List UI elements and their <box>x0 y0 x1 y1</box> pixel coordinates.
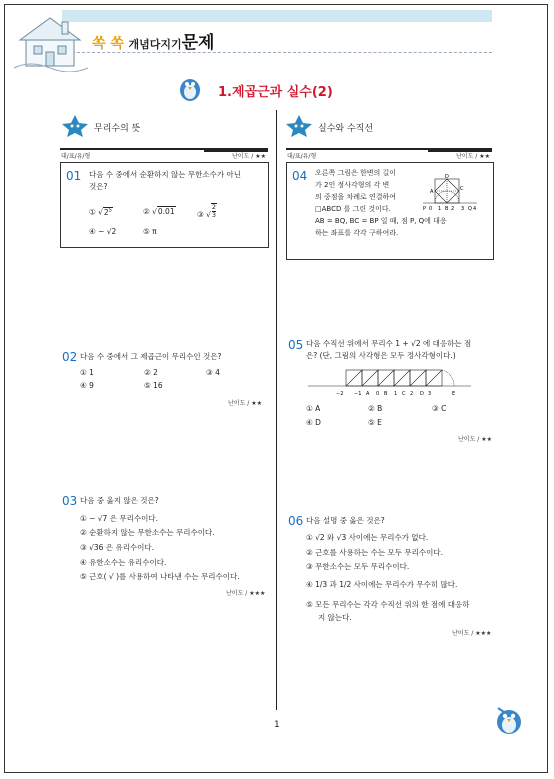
svg-text:C: C <box>402 391 406 397</box>
q01-option-1[interactable]: ① $√2^5$ <box>89 207 112 217</box>
q03-option-1[interactable]: ① − √7 은 무리수이다. <box>80 514 158 523</box>
penguin-mascot-icon <box>176 72 204 106</box>
penguin-mascot-icon <box>492 702 526 740</box>
q06-text: 다음 설명 중 옳은 것은? <box>306 516 385 525</box>
q06-option-5a[interactable]: ⑤ 모든 무리수는 각각 수직선 위의 한 점에 대응하 <box>306 600 470 609</box>
page-number: 1 <box>274 720 280 730</box>
svg-text:−1: −1 <box>354 391 362 397</box>
star-mascot-icon <box>60 114 90 142</box>
q03-option-5[interactable]: ⑤ 근호( √ )를 사용하여 나타낸 수는 무리수이다. <box>80 572 240 581</box>
q06-option-1[interactable]: ① √2 와 √3 사이에는 무리수가 없다. <box>306 533 429 542</box>
svg-text:B: B <box>384 391 388 397</box>
q02-option-4[interactable]: ④ 9 <box>80 381 94 390</box>
q05-option-5[interactable]: ⑤ E <box>368 418 382 427</box>
svg-text:3: 3 <box>428 391 432 397</box>
q01-option-3[interactable]: ③ √ $\frac{2}{3}$ <box>197 203 217 219</box>
brand-bold: 문제 <box>181 33 215 53</box>
right-type-bar <box>286 148 492 162</box>
q01-option-4[interactable]: ④ − √2 <box>89 227 117 236</box>
q02-option-3[interactable]: ③ 4 <box>206 368 220 377</box>
q03-number: 03 <box>62 494 78 508</box>
q04-number: 04 <box>292 169 308 183</box>
svg-text:E: E <box>452 391 456 397</box>
q04-box <box>286 162 494 260</box>
q02-text: 다음 수 중에서 그 제곱근이 무리수인 것은? <box>80 352 222 361</box>
fig-label-Q: Q <box>468 206 472 212</box>
left-type-bar <box>60 148 268 162</box>
fig-label-C: C <box>460 186 464 192</box>
svg-text:0: 0 <box>376 391 380 397</box>
right-level-label: 난이도 / ★★ <box>456 153 490 160</box>
fig-tick-4: 4 <box>473 206 477 212</box>
fig-label-B: B <box>445 206 449 212</box>
q05-option-3[interactable]: ③ C <box>432 404 447 413</box>
fig-label-P: P <box>423 206 427 212</box>
q02-number: 02 <box>62 350 78 364</box>
q02-option-1[interactable]: ① 1 <box>80 368 94 377</box>
q03-level: 난이도 / ★★★ <box>226 590 266 597</box>
q05-level: 난이도 / ★★ <box>458 436 492 443</box>
q06-option-3[interactable]: ③ 무한소수는 모두 무리수이다. <box>306 562 410 571</box>
svg-text:1: 1 <box>394 391 398 397</box>
left-section-title: 무리수의 뜻 <box>94 124 141 134</box>
column-divider <box>276 110 277 710</box>
svg-text:2: 2 <box>410 391 414 397</box>
fig-label-A: A <box>430 189 434 195</box>
q05-text: 다음 수직선 위에서 무리수 1 + √2 에 대응하는 점 은? (단, 그림의 사각형은 모두 정사각형이다.) <box>306 339 472 360</box>
star-mascot-icon <box>284 114 314 142</box>
q05-option-1[interactable]: ① A <box>306 404 321 413</box>
q05-option-2[interactable]: ② B <box>368 404 383 413</box>
q06-level: 난이도 / ★★★ <box>452 630 492 637</box>
q03-option-2[interactable]: ② 순환하지 않는 무한소수는 무리수이다. <box>80 528 215 537</box>
q06-option-4[interactable]: ④ 1/3 과 1/2 사이에는 무리수가 무수히 많다. <box>306 580 458 589</box>
left-level-label: 난이도 / ★★ <box>232 153 266 160</box>
q02-option-2[interactable]: ② 2 <box>144 368 158 377</box>
svg-text:−2: −2 <box>336 391 344 397</box>
fig-label-D: D <box>445 174 449 180</box>
left-type-label: 대/표/유/형 <box>61 153 91 160</box>
q06-option-5b: 지 않는다. <box>318 613 352 622</box>
house-icon <box>10 10 90 76</box>
fig-tick-0: 0 <box>429 206 433 212</box>
q01-number: 01 <box>66 169 82 183</box>
right-section-title: 실수와 수직선 <box>318 124 374 134</box>
q02-option-5[interactable]: ⑤ 16 <box>144 381 163 390</box>
svg-text:D: D <box>420 391 424 397</box>
svg-text:A: A <box>366 391 370 397</box>
q04-text: 오른쪽 그림은 한변의 길이 가 2인 정사각형의 각 변 의 중점을 차례로 연결하여 □ABCD 를 그린 것이다. AB = BQ, BC = BP 일 때, 점 P, Q에 대응 하는 좌표를 각각 구하여라. <box>315 169 447 237</box>
q06-number: 06 <box>288 514 304 528</box>
q05-number: 05 <box>288 338 304 352</box>
q02-level: 난이도 / ★★ <box>228 400 262 407</box>
right-type-label: 대/표/유/형 <box>287 153 317 160</box>
chapter-title: 1.제곱근과 실수(2) <box>218 85 333 100</box>
q03-text: 다음 중 옳지 않은 것은? <box>80 496 159 505</box>
q01-box <box>60 162 269 248</box>
q05-option-4[interactable]: ④ D <box>306 418 321 427</box>
q03-option-4[interactable]: ④ 유한소수는 유리수이다. <box>80 558 167 567</box>
q05-number-line <box>306 364 476 404</box>
brand-accent: 쏙 쏙 <box>92 36 124 52</box>
fig-tick-1: 1 <box>438 206 442 212</box>
q01-option-5[interactable]: ⑤ π <box>143 227 157 236</box>
q03-option-3[interactable]: ③ √36 은 유리수이다. <box>80 543 155 552</box>
q01-text: 다음 수 중에서 순환하지 않는 무한소수가 아닌 것은? <box>89 170 241 191</box>
fig-tick-2: 2 <box>451 206 455 212</box>
header-bar <box>62 10 492 22</box>
q01-option-2[interactable]: ② √0.01 <box>143 207 175 216</box>
brand-small: 개념다지기 <box>128 38 182 51</box>
q06-option-2[interactable]: ② 근호를 사용하는 수는 모두 무리수이다. <box>306 548 443 557</box>
fig-tick-3: 3 <box>461 206 465 212</box>
q04-figure <box>419 173 479 221</box>
brand-title <box>92 28 214 53</box>
